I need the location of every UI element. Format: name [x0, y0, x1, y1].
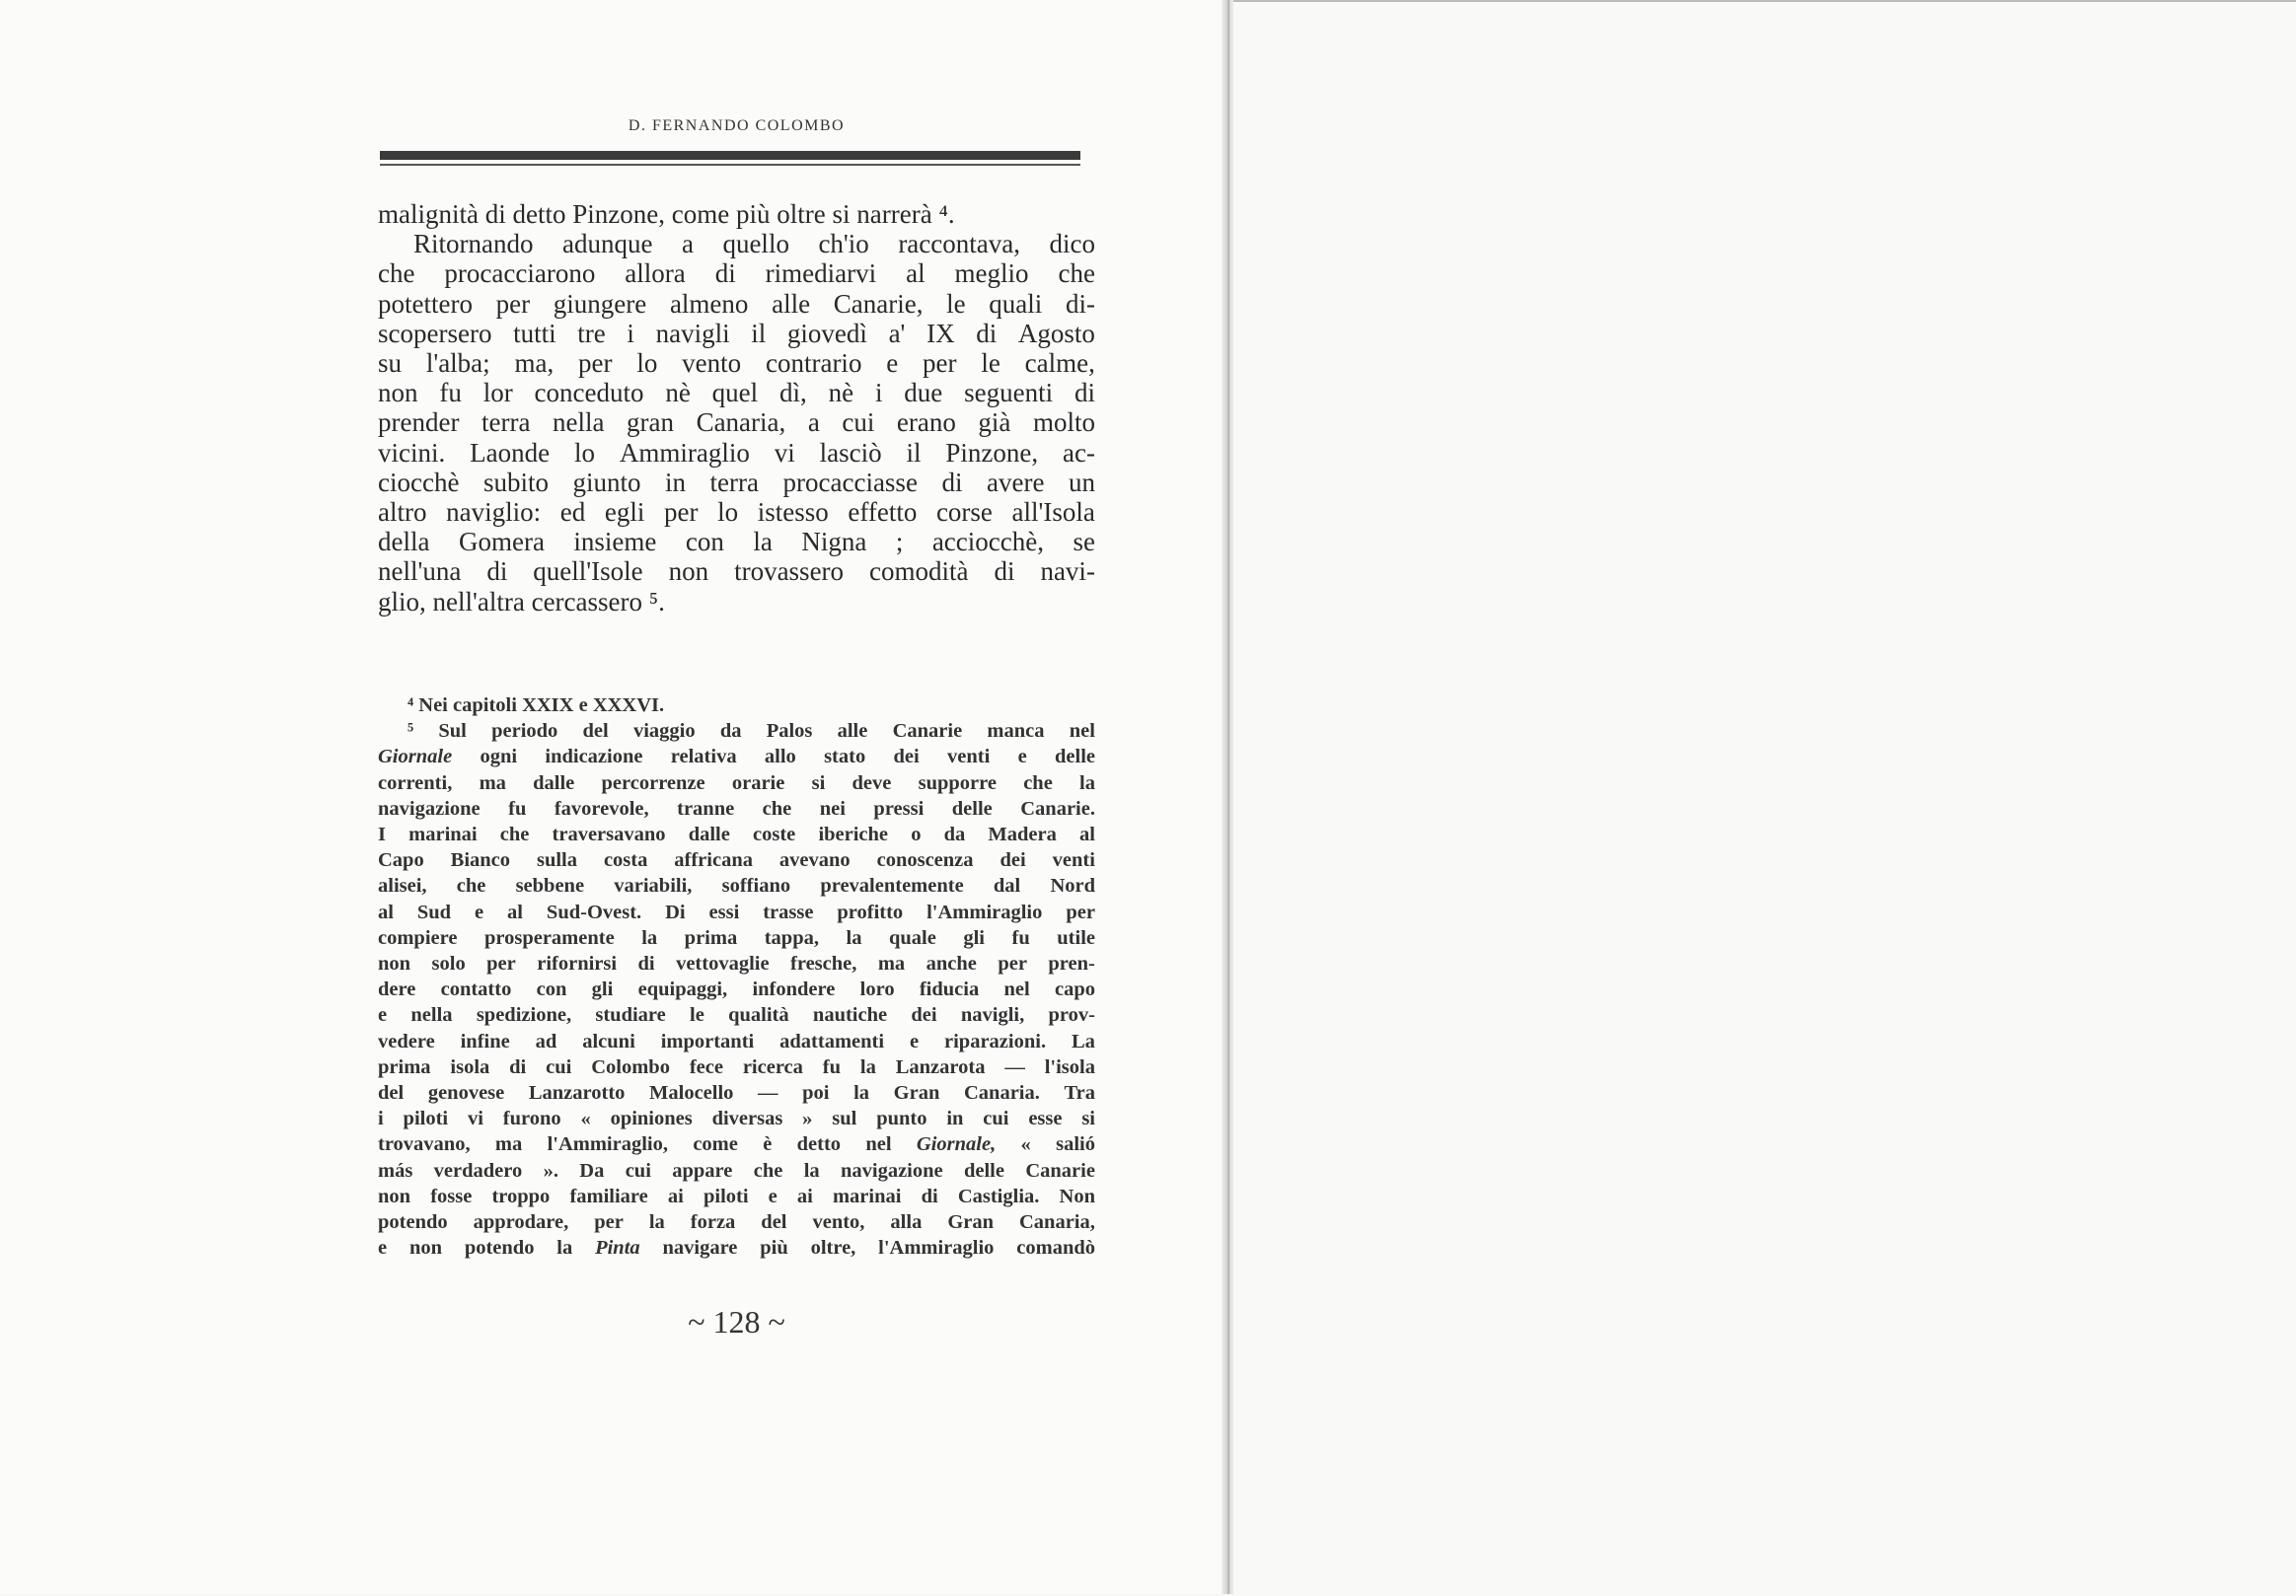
footnote-line: Giornale ogni indicazione relativa allo stato dei venti e delle [378, 746, 1095, 768]
footnotes [378, 692, 1095, 1261]
running-head: D. FERNANDO COLOMBO [628, 117, 846, 134]
footnote-line: e nella spedizione, studiare le qualità nautiche dei navigli, prov- [378, 1004, 1095, 1027]
footnote-line: dere contatto con gli equipaggi, infondere loro fiducia nel capo [378, 979, 1095, 1001]
footnote-line: navigazione fu favorevole, tranne che nei pressi delle Canarie. [378, 797, 1095, 820]
footnote-line: compiere prosperamente la prima tappa, la quale gli fu utile [378, 926, 1095, 949]
footnote-line: prima isola di cui Colombo fece ricerca fu la Lanzarota — l'isola [378, 1055, 1095, 1078]
footnote-line: e non potendo la Pinta navigare più oltre, l'Ammiraglio comandò [378, 1237, 1095, 1260]
footnote-line: non solo per rifornirsi di vettovaglie fresche, ma anche per pren- [378, 953, 1095, 976]
text-line: Ritornando adunque a quello ch'io raccontava, dico [413, 229, 1095, 259]
footnote-line: ⁵ Sul periodo del viaggio da Palos alle Canarie manca nel [407, 720, 1095, 743]
text-line: nell'una di quell'Isole non trovassero comodità di navi- [378, 556, 1095, 587]
text-line: vicini. Laonde lo Ammiraglio vi lasciò il Pinzone, ac- [378, 437, 1095, 468]
text-line: non fu lor conceduto nè quel dì, nè i due seguenti di [378, 378, 1095, 408]
text-line: altro naviglio: ed egli per lo istesso effetto corse all'Isola [378, 497, 1095, 528]
footnote-line: alisei, che sebbene variabili, soffiano prevalentemente dal Nord [378, 875, 1095, 898]
footnote-line: i piloti vi furono « opiniones diversas » sul punto in cui esse si [378, 1108, 1095, 1130]
footnote-line: ⁴ Nei capitoli XXIX e XXXVI. [407, 694, 665, 716]
footnote-line: correnti, ma dalle percorrenze orarie si deve supporre che la [378, 771, 1095, 794]
footnote-line: vedere infine ad alcuni importanti adattamenti e riparazioni. La [378, 1030, 1095, 1052]
footnote-line: trovavano, ma l'Ammiraglio, come è detto nel Giornale, « salió [378, 1133, 1095, 1156]
footnote-line: más verdadero ». Da cui appare che la navigazione delle Canarie [378, 1159, 1095, 1182]
footnote-line: non fosse troppo familiare ai piloti e ai marinai di Castiglia. Non [378, 1185, 1095, 1207]
text-line: della Gomera insieme con la Nigna ; acciocchè, se [378, 527, 1095, 557]
text-line: potettero per giungere almeno alle Canarie, le quali di- [378, 288, 1095, 319]
footnote-line: potendo approdare, per la forza del vento, alla Gran Canaria, [378, 1211, 1095, 1234]
page-number: ~ 128 ~ [688, 1304, 785, 1340]
footnote-line: I marinai che traversavano dalle coste iberiche o da Madera al [378, 824, 1095, 846]
text-line: che procacciarono allora di rimediarvi al meglio che [378, 258, 1095, 289]
header-rule-thick [380, 151, 1080, 160]
text-line: glio, nell'altra cercassero ⁵. [378, 586, 665, 617]
text-line: malignità di detto Pinzone, come più oltre si narrerà ⁴. [378, 199, 955, 229]
text-line: prender terra nella gran Canaria, a cui erano già molto [378, 407, 1095, 438]
text-line: ciocchè subito giunto in terra procacciasse di avere un [378, 467, 1095, 497]
footnote-line: Capo Bianco sulla costa affricana avevano conoscenza dei venti [378, 849, 1095, 872]
text-line: su l'alba; ma, per lo vento contrario e per le calme, [378, 348, 1095, 379]
main-text [378, 199, 1095, 617]
footnote-line: del genovese Lanzarotto Malocello — poi la Gran Canaria. Tra [378, 1082, 1095, 1105]
right-page-blank [1233, 0, 2296, 1596]
text-line: scopersero tutti tre i navigli il giovedì a' IX di Agosto [378, 318, 1095, 348]
header-rule-thin [380, 164, 1080, 166]
footnote-line: al Sud e al Sud-Ovest. Di essi trasse profitto l'Ammiraglio per [378, 901, 1095, 923]
